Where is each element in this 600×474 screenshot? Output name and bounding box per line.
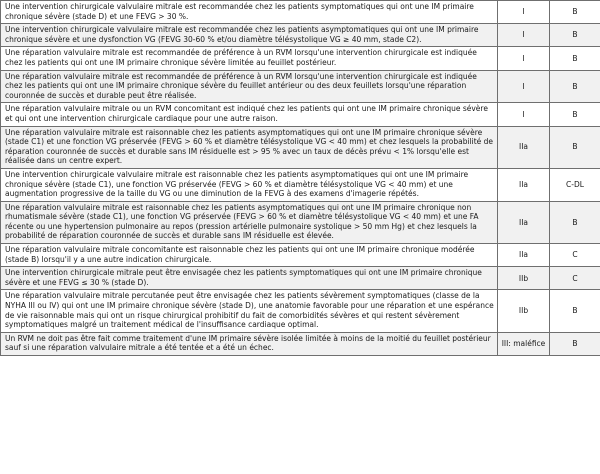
table-row: [1, 70, 600, 103]
recommendation-class: IIa: [498, 126, 550, 168]
recommendation-class: IIb: [498, 267, 550, 290]
evidence-level: B: [550, 1, 600, 24]
table-row: [1, 290, 600, 332]
table-row: [1, 47, 600, 70]
recommendation-text: Une réparation valvulaire mitrale ou un RVM concomitant est indiqué chez les patients qui ont une IM primaire chronique sévère et qui ont une intervention chirurgicale cardiaque pour une autre raison.: [1, 103, 498, 126]
evidence-level: B: [550, 290, 600, 332]
recommendation-text: Une réparation valvulaire mitrale est recommandée de préférence à un RVM lorsqu'une intervention chirurgicale est indiquée chez les patients qui ont une IM primaire chronique sévère limitée au feuillet postérieur.: [1, 47, 498, 70]
recommendation-text: Un RVM ne doit pas être fait comme traitement d'une IM primaire sévère isolée limitée à moins de la moitié du feuillet postérieur sauf si une réparation valvulaire mitrale a été tentée et a été un échec.: [1, 332, 498, 355]
recommendation-class: III: maléfice: [498, 332, 550, 355]
evidence-level: B: [550, 70, 600, 103]
recommendation-text: Une intervention chirurgicale mitrale peut être envisagée chez les patients symptomatiques qui ont une IM primaire chronique sévère et une FEVG ≤ 30 % (stade D).: [1, 267, 498, 290]
recommendation-text: Une intervention chirurgicale valvulaire mitrale est raisonnable chez les patients asymptomatiques qui ont une IM primaire chronique sévère (stade C1), une fonction VG préservée (FEVG > 60 % et diamètre télésystolique VG < 40 mm) et une augmentation progressive de la taille du VG ou une diminution de la FEVG à des examens d'imagerie répétés.: [1, 168, 498, 201]
recommendation-class: I: [498, 103, 550, 126]
recommendation-text: Une réparation valvulaire mitrale est recommandée de préférence à un RVM lorsqu'une intervention chirurgicale est indiquée chez les patients qui ont une IM primaire chronique sévère du feuillet antérieur ou des deux feuillets lorsqu'une réparation couronnée de succès et durable peut être réalisée.: [1, 70, 498, 103]
table-row: [1, 103, 600, 126]
recommendation-text: Une réparation valvulaire mitrale concomitante est raisonnable chez les patients qui ont une IM primaire chronique modérée (stade B) lorsqu'il y a une autre indication chirurgicale.: [1, 244, 498, 267]
evidence-level: B: [550, 24, 600, 47]
evidence-level: C-DL: [550, 168, 600, 201]
evidence-level: B: [550, 103, 600, 126]
recommendation-text: Une réparation valvulaire mitrale est raisonnable chez les patients asymptomatiques qui ont une IM primaire chronique non rhumatismale sévère (stade C1), une fonction VG préservée (FEVG > 60 % et diamètre télésystolique VG < 40 mm) et une FA récente ou une hypertension pulmonaire au repos (pression artérielle pulmonaire systolique > 50 mm Hg) et chez lesquels la probabilité de réparation couronnée de succès et durable sans IM résiduelle est élevée.: [1, 201, 498, 243]
recommendation-class: IIa: [498, 201, 550, 243]
recommendation-text: Une intervention chirurgicale valvulaire mitrale est recommandée chez les patients asymptomatiques qui ont une IM primaire chronique sévère et une dysfonction VG (FEVG 30-60 % et/ou diamètre télésystolique VG ≥ 40 mm, stade C2).: [1, 24, 498, 47]
recommendation-text: Une intervention chirurgicale valvulaire mitrale est recommandée chez les patients symptomatiques qui ont une IM primaire chronique sévère (stade D) et une FEVG > 30 %.: [1, 1, 498, 24]
evidence-level: C: [550, 244, 600, 267]
evidence-level: B: [550, 47, 600, 70]
table-row: [1, 1, 600, 24]
table-row: [1, 201, 600, 243]
recommendation-class: I: [498, 24, 550, 47]
recommendation-class: I: [498, 1, 550, 24]
recommendation-class: IIb: [498, 290, 550, 332]
recommendation-text: Une réparation valvulaire mitrale est raisonnable chez les patients asymptomatiques qui ont une IM primaire chronique sévère (stade C1) et une fonction VG préservée (FEVG > 60 % et diamètre télésystolique VG < 40 mm) et chez lesquels la probabilité de réparation couronnée de succès et durable sans IM résiduelle est > 95 % avec un taux de décès prévu < 1% lorsqu'elle est réalisée dans un centre expert.: [1, 126, 498, 168]
recommendation-class: IIa: [498, 168, 550, 201]
evidence-level: B: [550, 201, 600, 243]
table-row: [1, 168, 600, 201]
recommendation-class: I: [498, 47, 550, 70]
table-row: [1, 267, 600, 290]
table-row: [1, 332, 600, 355]
evidence-level: C: [550, 267, 600, 290]
table-row: [1, 24, 600, 47]
recommendation-class: IIa: [498, 244, 550, 267]
recommendation-class: I: [498, 70, 550, 103]
evidence-level: B: [550, 332, 600, 355]
table-row: [1, 244, 600, 267]
recommendation-text: Une réparation valvulaire mitrale percutanée peut être envisagée chez les patients sévèrement symptomatiques (classe de la NYHA III ou IV) qui ont une IM primaire chronique sévère (stade D), une anatomie favorable pour une réparation et une espérance de vie raisonnable mais qui ont un risque chirurgical prohibitif du fait de comorbidités sévères et qui restent sévèrement symptomatiques malgré un traitement médical de l'insuffisance cardiaque optimal.: [1, 290, 498, 332]
evidence-level: B: [550, 126, 600, 168]
recommendations-table-body: [1, 1, 600, 356]
table-row: [1, 126, 600, 168]
